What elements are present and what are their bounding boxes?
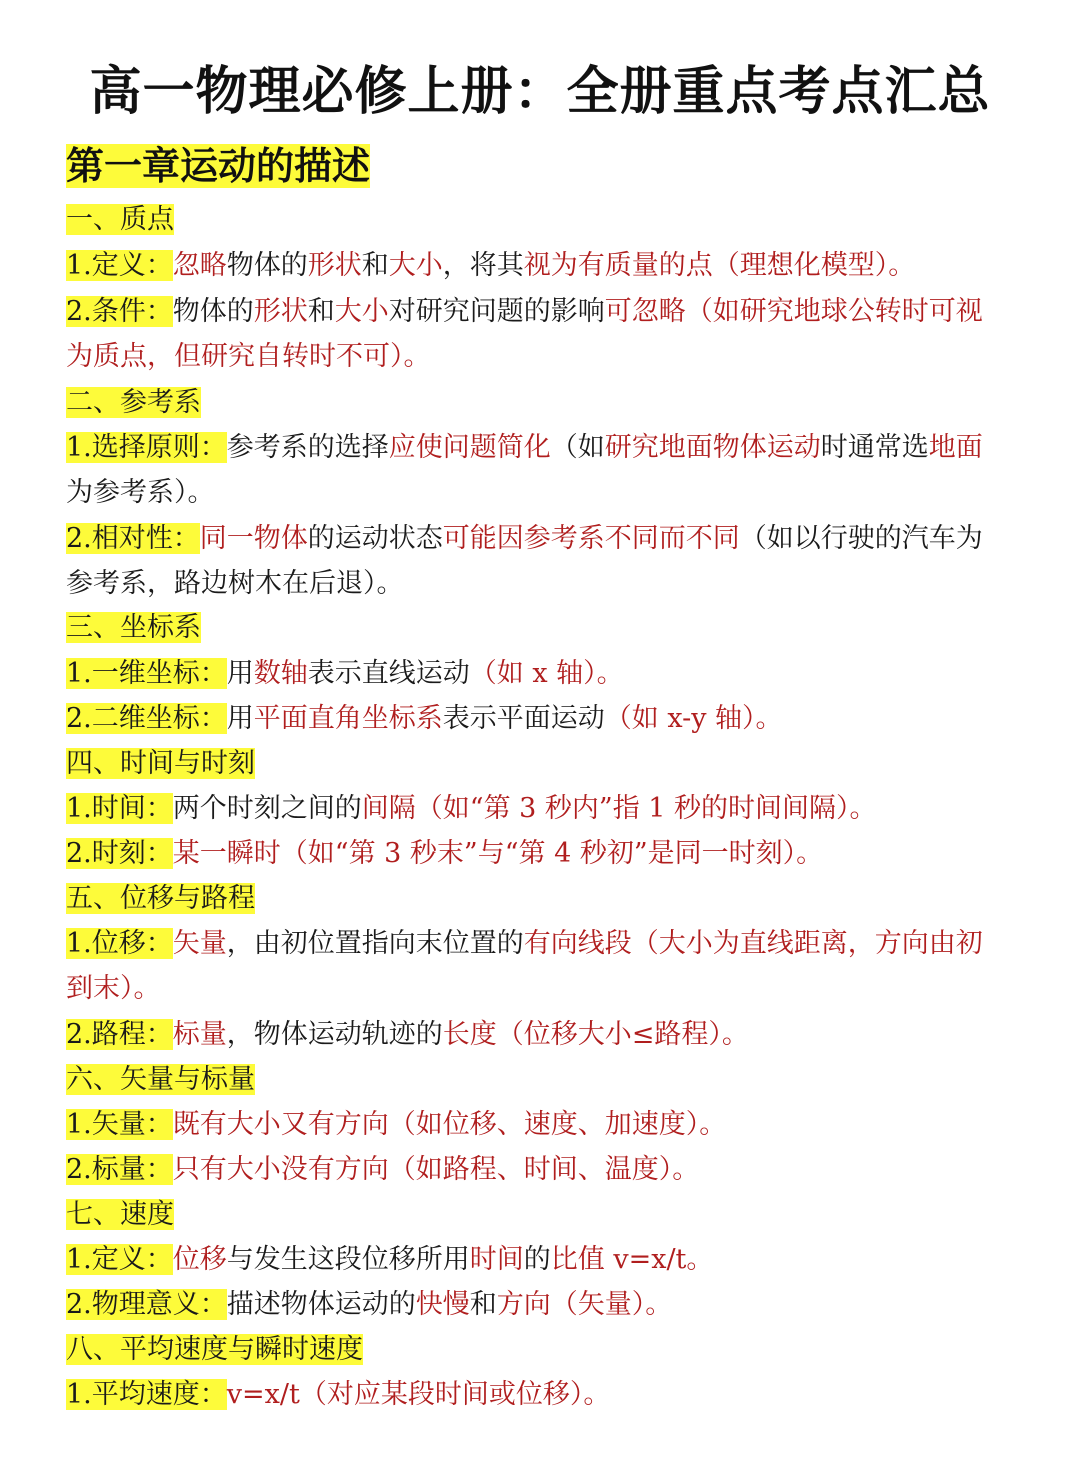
body-text: 1.平均速度：: [66, 1379, 227, 1410]
body-text: 物体的: [172, 296, 254, 327]
highlight-text: 标量: [172, 1019, 227, 1050]
body-text: 参考系的选择: [226, 432, 389, 463]
chapter-heading: [66, 142, 370, 190]
highlight-text: 大小: [388, 250, 443, 281]
body-text: ，将其: [442, 250, 524, 281]
body-text: 两个时刻之间的: [172, 793, 362, 824]
body-text: 对研究问题的影响: [388, 296, 605, 327]
body-text: 三、坐标系: [66, 612, 201, 643]
highlight-text: 大小: [334, 296, 389, 327]
body-text: 2.条件：: [66, 296, 173, 327]
body-text: 时通常选: [820, 432, 929, 463]
section-8-item-1: [66, 1372, 1006, 1417]
chapter-heading-text: 第一章运动的描述: [66, 144, 371, 188]
body-text: 用: [226, 703, 254, 734]
highlight-text: 位移: [172, 1244, 227, 1275]
highlight-text: 方向（矢量）。: [496, 1289, 673, 1320]
body-text: 用: [226, 658, 254, 689]
body-text: 1.位移：: [66, 928, 173, 959]
body-text: 2.二维坐标：: [66, 703, 227, 734]
body-text: 物体的: [226, 250, 308, 281]
highlight-text: 矢量: [172, 928, 227, 959]
section-3-item-1: [66, 651, 1006, 696]
body-text: 1.一维坐标：: [66, 658, 227, 689]
body-text: 七、速度: [66, 1199, 174, 1230]
highlight-text: 数轴: [253, 658, 308, 689]
body-text: 为参考系）。: [66, 477, 215, 508]
section-1-item-1: [66, 243, 1006, 288]
body-text: 和: [469, 1289, 497, 1320]
highlight-text: 同一物体: [199, 523, 308, 554]
body-text: 五、位移与路程: [66, 883, 255, 914]
section-heading-7: [66, 1195, 174, 1235]
body-text: 1.选择原则：: [66, 432, 227, 463]
body-text: 八、平均速度与瞬时速度: [66, 1334, 363, 1365]
section-heading-6: [66, 1060, 255, 1100]
body-text: 1.矢量：: [66, 1109, 173, 1140]
body-text: 2.时刻：: [66, 838, 173, 869]
section-3-item-2: [66, 696, 1006, 741]
highlight-text: 忽略: [172, 250, 227, 281]
body-text: 1.时间：: [66, 793, 173, 824]
highlight-text: 应使问题简化: [388, 432, 551, 463]
highlight-text: 只有大小没有方向（如路程、时间、温度）。: [172, 1154, 700, 1185]
section-5-item-1: [66, 921, 1006, 1011]
section-2-item-1: [66, 425, 1006, 515]
body-text: 与发生这段位移所用: [226, 1244, 470, 1275]
section-heading-2: [66, 383, 201, 423]
highlight-text: 可能因参考系不同而不同: [442, 523, 740, 554]
section-4-item-2: [66, 831, 1006, 876]
section-heading-3: [66, 608, 201, 648]
body-text: 描述物体运动的: [226, 1289, 416, 1320]
section-heading-8: [66, 1330, 363, 1370]
highlight-text: 既有大小又有方向（如位移、速度、加速度）。: [172, 1109, 727, 1140]
body-text: 2.物理意义：: [66, 1289, 227, 1320]
body-text: 和: [361, 250, 389, 281]
highlight-text: 间隔（如“第 3 秒内”指 1 秒的时间间隔）。: [361, 793, 877, 824]
page-title: 高一物理必修上册：全册重点考点汇总: [89, 62, 991, 122]
section-heading-5: [66, 879, 255, 919]
body-text: 的运动状态: [307, 523, 443, 554]
section-6-item-1: [66, 1102, 1006, 1147]
body-text: 1.定义：: [66, 250, 173, 281]
section-2-item-2: [66, 516, 1006, 606]
body-text: 一、质点: [66, 204, 174, 235]
highlight-text: v=x/t（对应某段时间或位移）。: [226, 1379, 611, 1410]
highlight-text: 某一瞬时（如“第 3 秒末”与“第 4 秒初”是同一时刻）。: [172, 838, 824, 869]
section-1-item-2: [66, 289, 1006, 379]
body-text: ，物体运动轨迹的: [226, 1019, 443, 1050]
highlight-text: 平面直角坐标系: [253, 703, 443, 734]
highlight-text: 比值 v=x/t。: [550, 1244, 714, 1275]
highlight-text: 形状: [253, 296, 308, 327]
section-4-item-1: [66, 786, 1006, 831]
section-7-item-2: [66, 1282, 1006, 1327]
section-heading-1: [66, 200, 174, 240]
highlight-text: （如 x-y 轴）。: [604, 703, 783, 734]
body-text: 的: [523, 1244, 551, 1275]
section-7-item-1: [66, 1237, 1006, 1282]
highlight-text: 可忽略（如研究地球公转时可视为质点，但研究自转时不可）。: [66, 296, 983, 372]
body-text: 2.相对性：: [66, 523, 200, 554]
body-text: 2.路程：: [66, 1019, 173, 1050]
body-text: （如: [550, 432, 605, 463]
highlight-text: 有向线段（大小为直线距离，方向由初到末）。: [66, 928, 983, 1004]
body-text: 表示直线运动: [307, 658, 470, 689]
section-6-item-2: [66, 1147, 1006, 1192]
highlight-text: 时间: [469, 1244, 524, 1275]
highlight-text: （如 x 轴）。: [469, 658, 624, 689]
body-text: （如以行驶的汽车为参考系，路边树木在后退）。: [66, 523, 983, 599]
highlight-text: 快慢: [415, 1289, 470, 1320]
body-text: 六、矢量与标量: [66, 1064, 255, 1095]
body-text: ，由初位置指向末位置的: [226, 928, 524, 959]
highlight-text: 研究地面物体运动: [604, 432, 821, 463]
body-text: 1.定义：: [66, 1244, 173, 1275]
body-text: 四、时间与时刻: [66, 748, 255, 779]
section-heading-4: [66, 744, 255, 784]
highlight-text: 形状: [307, 250, 362, 281]
body-text: 表示平面运动: [442, 703, 605, 734]
highlight-text: 地面: [928, 432, 983, 463]
highlight-text: 视为有质量的点（理想化模型）。: [523, 250, 916, 281]
section-5-item-2: [66, 1012, 1006, 1057]
body-text: 2.标量：: [66, 1154, 173, 1185]
highlight-text: 长度（位移大小≤路程）。: [442, 1019, 749, 1050]
body-text: 和: [307, 296, 335, 327]
body-text: 二、参考系: [66, 387, 201, 418]
